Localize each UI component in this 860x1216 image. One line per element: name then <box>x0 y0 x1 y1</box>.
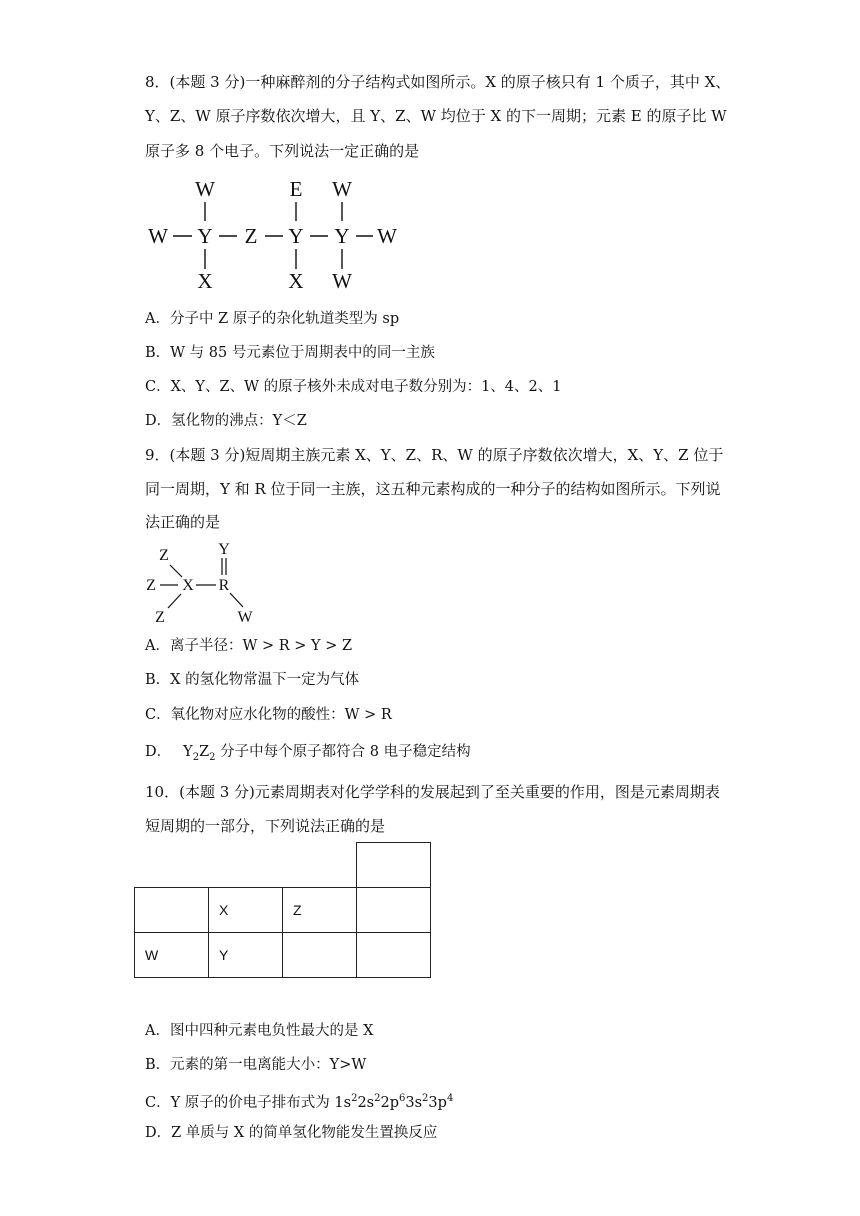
table-cell <box>357 933 431 978</box>
q9-atom-w: W <box>237 609 253 626</box>
q10-option-d: D．Z 单质与 X 的简单氢化物能发生置换反应 <box>145 1125 438 1141</box>
q9-formula-y: Y <box>183 744 193 760</box>
q9-atom-y: Y <box>218 541 230 558</box>
q9-stem-line-1: 9．(本题 3 分)短周期主族元素 X、Y、Z、R、W 的原子序数依次增大，X、Y、Z 位于 <box>145 446 724 464</box>
q8-stem-line-3: 原子多 8 个电子。下列说法一定正确的是 <box>145 142 420 160</box>
q8-atom-z: Z <box>244 224 258 248</box>
q8-option-b: B．W 与 85 号元素位于周期表中的同一主族 <box>145 345 435 361</box>
q9-option-d <box>145 742 471 768</box>
q8-atom-w-top-left: W <box>195 177 215 201</box>
table-cell: W <box>135 933 209 978</box>
q9-atom-z-bottom: Z <box>155 609 165 626</box>
q9-option-b: B．X 的氢化物常温下一定为气体 <box>145 672 360 688</box>
q10-option-c-prefix: C．Y 原子的价电子排布式为 <box>145 1094 335 1111</box>
q9-option-a: A．离子半径：W > R > Y > Z <box>145 638 353 654</box>
q9-structure-diagram <box>140 538 270 628</box>
q9-bonds <box>160 558 243 608</box>
q8-atom-y1: Y <box>197 224 213 248</box>
q9-option-d-prefix: D． <box>145 744 172 760</box>
q10-table-row-1 <box>135 843 431 888</box>
table-cell <box>283 933 357 978</box>
q9-formula-z-sub: 2 <box>209 751 216 763</box>
q8-atom-w-bottom-right: W <box>332 269 352 293</box>
table-cell: X <box>209 888 283 933</box>
q10-table-row-3 <box>135 933 431 978</box>
table-cell <box>209 843 283 888</box>
q8-atom-e-top: E <box>289 177 303 201</box>
table-cell <box>357 888 431 933</box>
q9-stem-line-3: 法正确的是 <box>145 513 221 531</box>
q9-option-d-suffix: 分子中每个原子都符合 8 电子稳定结构 <box>215 744 471 760</box>
q9-atom-z-left: Z <box>146 577 156 594</box>
q10-stem-line-1: 10．(本题 3 分)元素周期表对化学学科的发展起到了至关重要的作用，图是元素周期表 <box>145 783 720 801</box>
q8-stem-line-1: 8．(本题 3 分)一种麻醉剂的分子结构式如图所示。X 的原子核只有 1 个质子，其中 X、 <box>145 73 731 91</box>
q10-electron-config: $1s^22s^22p^63s^23p^4$ <box>334 1093 454 1111</box>
q9-stem-line-2: 同一周期，Y 和 R 位于同一主族，这五种元素构成的一种分子的结构如图所示。下列说 <box>145 480 721 498</box>
q10-periodic-table-fragment <box>134 842 431 978</box>
q8-atom-w-right: W <box>377 224 397 248</box>
q10-table-row-2 <box>135 888 431 933</box>
q8-option-a: A．分子中 Z 原子的杂化轨道类型为 sp <box>145 311 400 327</box>
q9-formula-y-sub: 2 <box>192 751 200 763</box>
q10-option-c <box>145 1089 453 1113</box>
q8-option-c: C．X、Y、Z、W 的原子核外未成对电子数分别为：1、4、2、1 <box>145 379 562 395</box>
q9-option-d-formula <box>183 744 216 763</box>
q8-atom-x-bottom-left: X <box>197 269 213 293</box>
q8-atom-y2: Y <box>288 224 304 248</box>
q9-atom-z-top: Z <box>159 547 169 564</box>
table-cell: Y <box>209 933 283 978</box>
table-cell <box>135 843 209 888</box>
q9-formula-z: Z <box>199 744 210 760</box>
q9-atom-r: R <box>218 577 230 594</box>
q8-atom-w-top-right: W <box>332 177 352 201</box>
q9-atom-x: X <box>182 577 194 594</box>
q8-option-d: D．氢化物的沸点：Y＜Z <box>145 413 307 429</box>
q10-option-b: B．元素的第一电离能大小：Y>W <box>145 1057 367 1073</box>
table-cell <box>283 843 357 888</box>
table-cell <box>357 843 431 888</box>
q8-structure-diagram <box>140 175 410 293</box>
table-cell: Z <box>283 888 357 933</box>
q10-stem-line-2: 短周期的一部分，下列说法正确的是 <box>145 817 386 835</box>
q8-atom-w-left: W <box>148 224 168 248</box>
q10-option-a: A．图中四种元素电负性最大的是 X <box>145 1023 374 1039</box>
q8-atom-y3: Y <box>334 224 350 248</box>
q8-atom-x-bottom-mid: X <box>288 269 304 293</box>
q9-option-c: C．氧化物对应水化物的酸性：W > R <box>145 707 392 723</box>
q8-stem-line-2: Y、Z、W 原子序数依次增大，且 Y、Z、W 均位于 X 的下一周期；元素 E 的原子比 W <box>145 107 727 125</box>
table-cell <box>135 888 209 933</box>
